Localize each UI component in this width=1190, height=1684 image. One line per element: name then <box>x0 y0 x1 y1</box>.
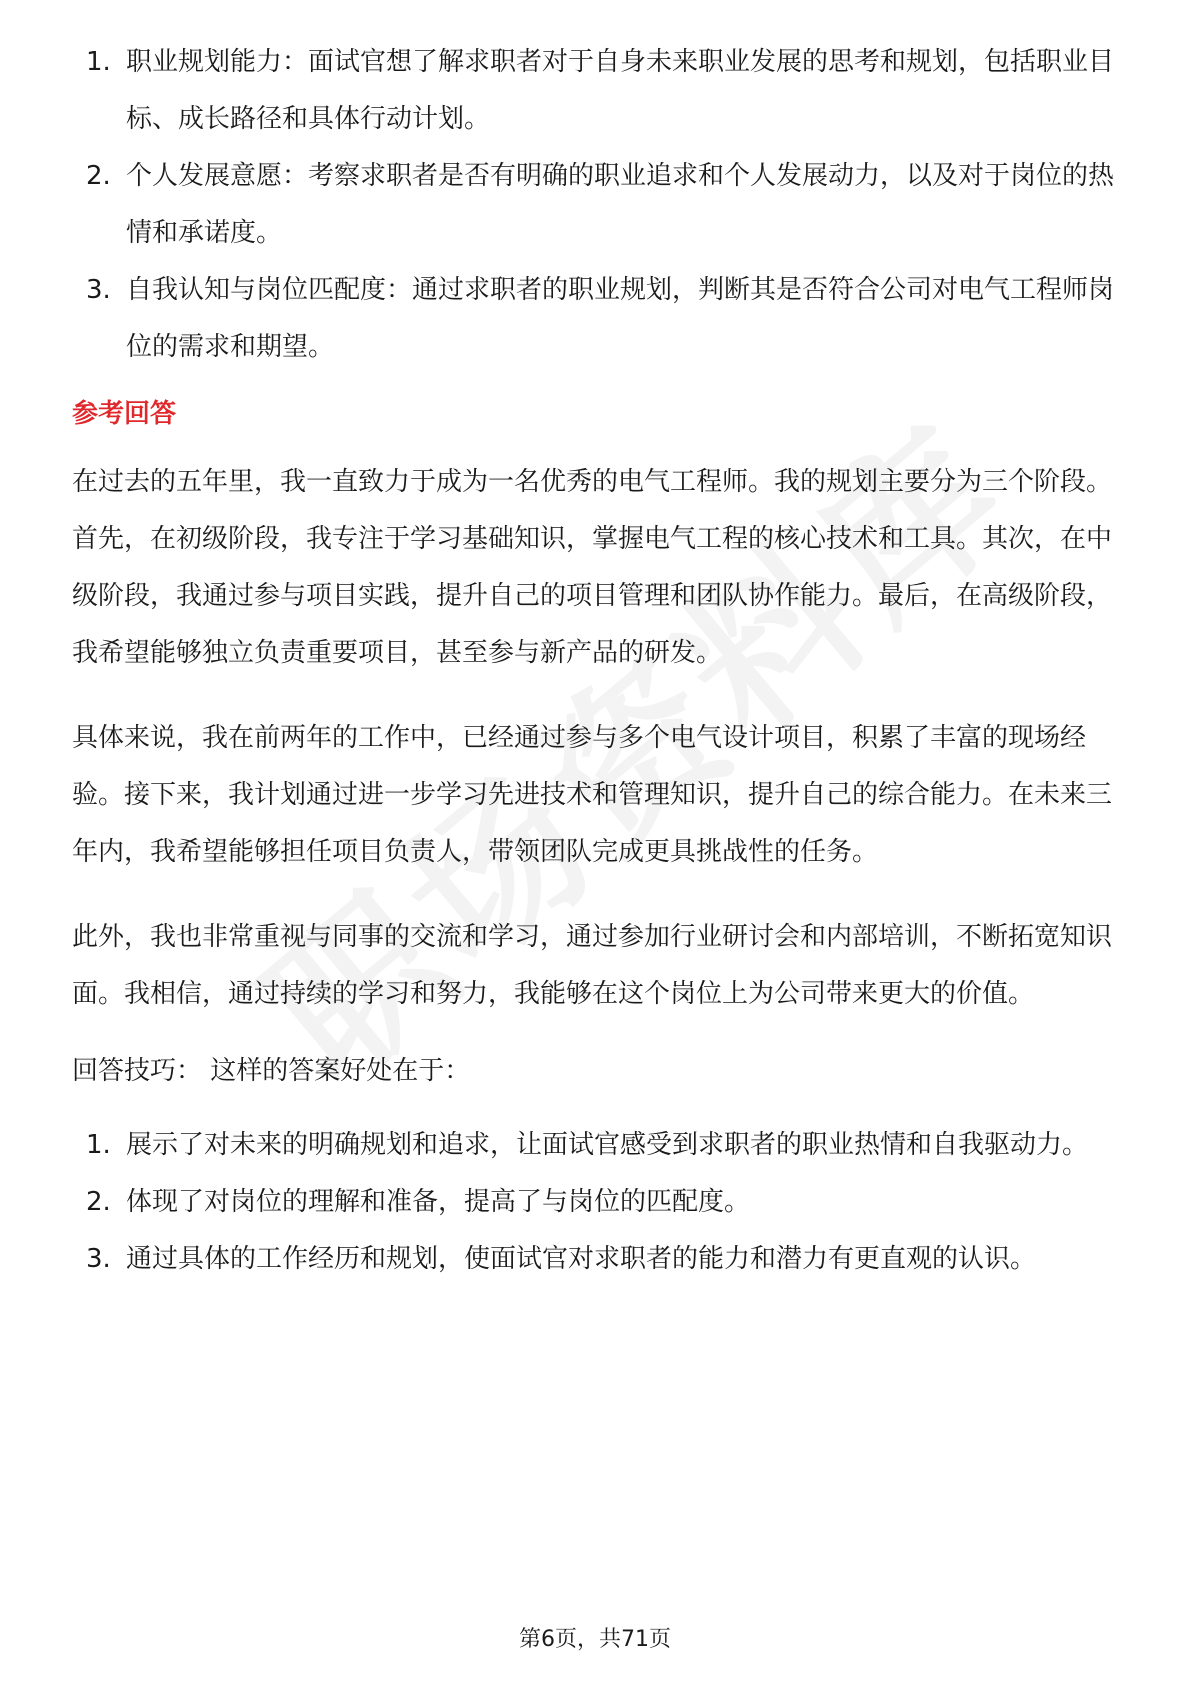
answer-paragraph-1: 在过去的五年里，我一直致力于成为一名优秀的电气工程师。我的规划主要分为三个阶段。首先，在初级阶段，我专注于学习基础知识，掌握电气工程的核心技术和工具。其次，在中级阶段，我通过参与项目实践，提升自己的项目管理和团队协作能力。最后，在高级阶段，我希望能够独立负责重要项目，甚至参与新产品的研发。 <box>72 467 1113 668</box>
list-item-text: 自我认知与岗位匹配度：通过求职者的职业规划，判断其是否符合公司对电气工程师岗位的需求和期望。 <box>126 275 1115 362</box>
list-item-number: 2. <box>86 1187 111 1217</box>
list-item-number: 1. <box>86 47 111 77</box>
list-item-number: 2. <box>86 161 111 191</box>
list-item <box>72 34 1122 148</box>
list-item <box>72 1231 1122 1288</box>
list-item-text: 职业规划能力：面试官想了解求职者对于自身未来职业发展的思考和规划，包括职业目标、成长路径和具体行动计划。 <box>126 47 1115 134</box>
list-item-text: 体现了对岗位的理解和准备，提高了与岗位的匹配度。 <box>126 1187 751 1217</box>
answer-heading: 参考回答 <box>72 399 177 429</box>
list-item <box>72 148 1122 262</box>
list-item-text: 通过具体的工作经历和规划，使面试官对求职者的能力和潜力有更直观的认识。 <box>126 1244 1037 1274</box>
answer-paragraph-2: 具体来说，我在前两年的工作中，已经通过参与多个电气设计项目，积累了丰富的现场经验。接下来，我计划通过进一步学习先进技术和管理知识，提升自己的综合能力。在未来三年内，我希望能够担任项目负责人，带领团队完成更具挑战性的任务。 <box>72 723 1113 867</box>
list-item-text: 展示了对未来的明确规划和追求，让面试官感受到求职者的职业热情和自我驱动力。 <box>126 1130 1089 1160</box>
list-item-number: 3. <box>86 1244 111 1274</box>
page-footer: 第6页，共71页 <box>519 1627 671 1652</box>
list-item-text: 个人发展意愿：考察求职者是否有明确的职业追求和个人发展动力，以及对于岗位的热情和承诺度。 <box>126 161 1115 248</box>
list-item <box>72 1117 1122 1174</box>
list-item <box>72 262 1122 376</box>
tips-intro: 回答技巧： 这样的答案好处在于： <box>72 1056 471 1086</box>
page-content <box>72 0 1122 1288</box>
list-item-number: 3. <box>86 275 111 305</box>
list-item <box>72 1174 1122 1231</box>
answer-paragraph-3: 此外，我也非常重视与同事的交流和学习，通过参加行业研讨会和内部培训，不断拓宽知识面。我相信，通过持续的学习和努力，我能够在这个岗位上为公司带来更大的价值。 <box>72 922 1113 1009</box>
tips-list <box>72 1117 1122 1288</box>
list-item-number: 1. <box>86 1130 111 1160</box>
evaluation-points-list <box>72 34 1122 376</box>
